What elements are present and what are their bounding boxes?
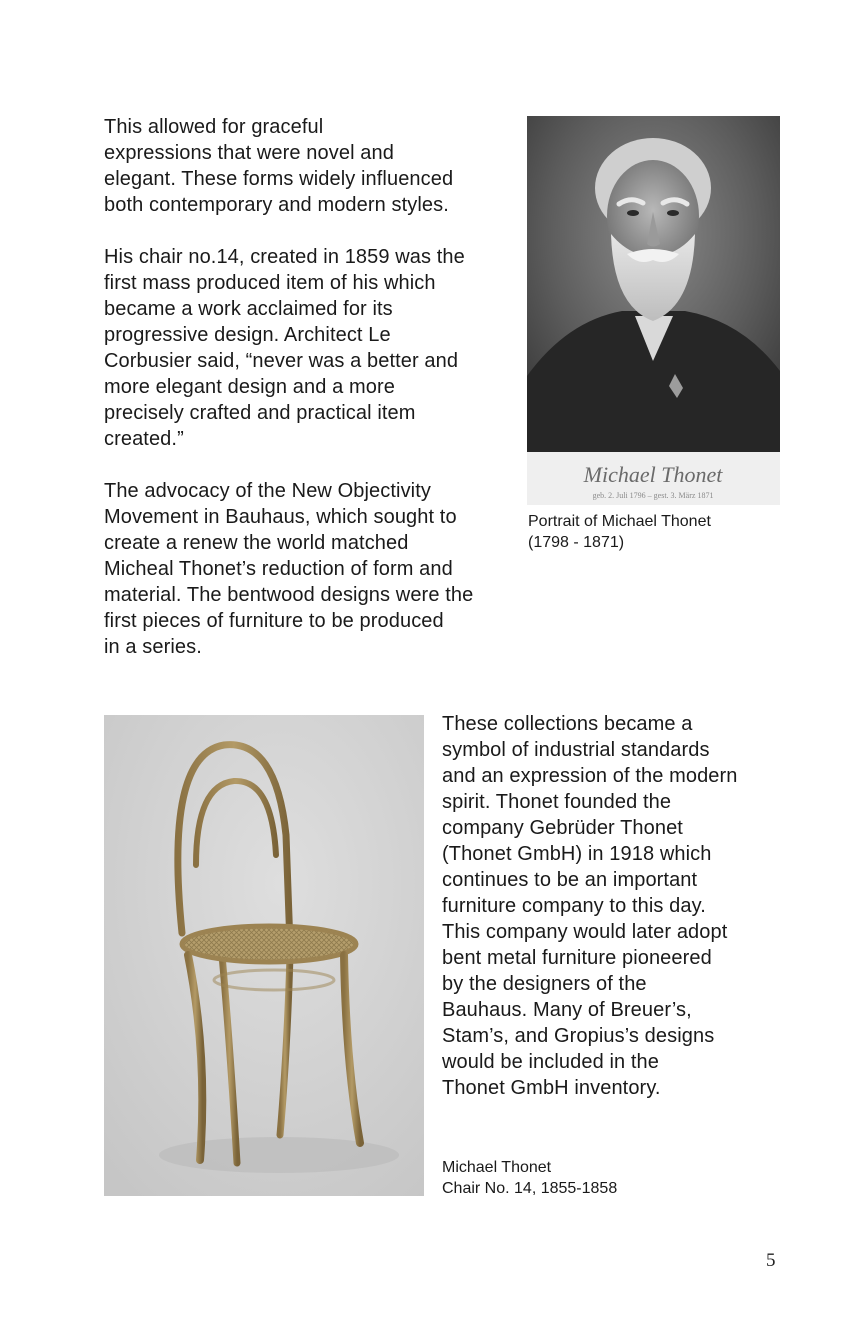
paragraph-line: first mass produced item of his which [104,272,436,294]
chair-image [104,715,424,1196]
paragraph-line: expressions that were novel and [104,142,394,164]
paragraph-line: and an expression of the modern [442,765,738,787]
paragraph-line: His chair no.14, created in 1859 was the [104,246,465,268]
portrait-photo [527,116,780,505]
paragraph-line: created.” [104,428,184,450]
paragraph-line: Movement in Bauhaus, which sought to [104,506,457,528]
paragraph-line: became a work acclaimed for its [104,298,393,320]
paragraph-line: spirit. Thonet founded the [442,791,672,813]
paragraph-4 [442,711,738,1101]
paragraph-line: (Thonet GmbH) in 1918 which [442,843,712,865]
caption-line: (1798 - 1871) [528,534,625,551]
paragraph-line: precisely crafted and practical item [104,402,416,424]
paragraph-line: Thonet GmbH inventory. [442,1077,661,1099]
caption-line: Portrait of Michael Thonet [528,513,711,530]
paragraph-line: symbol of industrial standards [442,739,710,761]
paragraph-line: company Gebrüder Thonet [442,817,683,839]
page-number: 5 [766,1250,776,1271]
paragraph-line: This company would later adopt [442,921,728,943]
chair-photo [104,715,424,1196]
paragraph-line: Corbusier said, “never was a better and [104,350,459,372]
paragraph-line: in a series. [104,636,202,658]
paragraph-line: create a renew the world matched [104,532,409,554]
caption-line: Chair No. 14, 1855-1858 [442,1180,618,1197]
chair-caption [442,1157,617,1199]
paragraph-3 [104,478,473,660]
paragraph-line: by the designers of the [442,973,647,995]
paragraph-line: first pieces of furniture to be produced [104,610,444,632]
portrait-image [527,116,780,505]
paragraph-line: material. The bentwood designs were the [104,584,474,606]
paragraph-line: Bauhaus. Many of Breuer’s, [442,999,692,1021]
paragraph-line: These collections became a [442,713,693,735]
paragraph-line: elegant. These forms widely influenced [104,168,454,190]
paragraph-2 [104,244,465,452]
paragraph-line: bent metal furniture pioneered [442,947,712,969]
paragraph-line: more elegant design and a more [104,376,395,398]
paragraph-line: would be included in the [442,1051,659,1073]
paragraph-line: The advocacy of the New Objectivity [104,480,431,502]
paragraph-line: both contemporary and modern styles. [104,194,449,216]
paragraph-1 [104,114,453,218]
paragraph-line: This allowed for graceful [104,116,324,138]
paragraph-line: continues to be an important [442,869,698,891]
paragraph-line: Micheal Thonet’s reduction of form and [104,558,453,580]
paragraph-line: Stam’s, and Gropius’s designs [442,1025,715,1047]
portrait-caption [528,511,711,553]
portrait-dates: geb. 2. Juli 1796 – gest. 3. März 1871 [592,491,714,500]
paragraph-line: progressive design. Architect Le [104,324,391,346]
caption-line: Michael Thonet [442,1159,552,1176]
paragraph-line: furniture company to this day. [442,895,706,917]
portrait-signature: Michael Thonet [583,462,723,487]
